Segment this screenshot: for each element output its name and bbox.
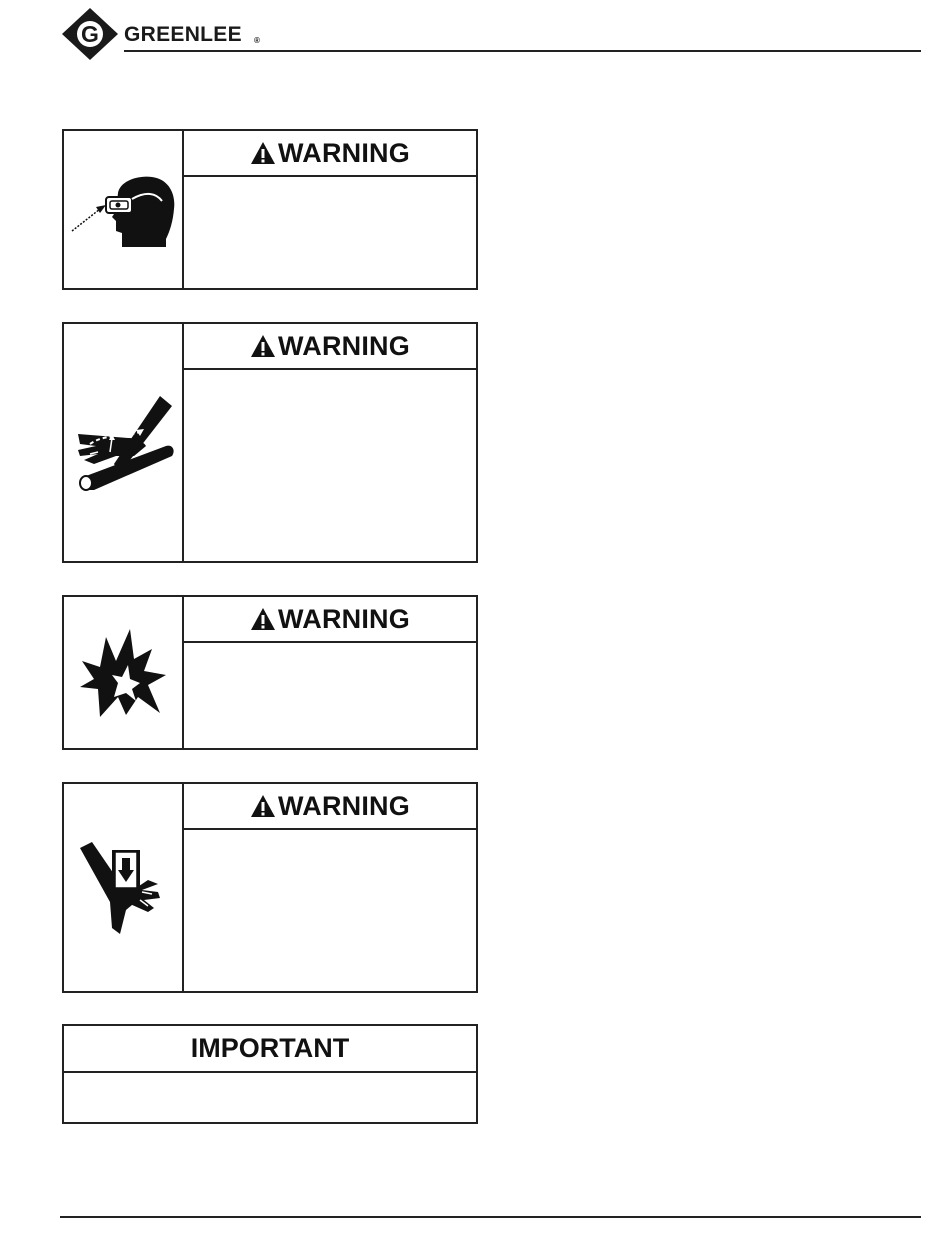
explosion-icon (78, 627, 168, 719)
warning-title: WARNING (278, 330, 410, 361)
warning-header (184, 324, 476, 370)
warning-title: WARNING (278, 790, 410, 821)
warning-box-skin-injection (62, 322, 478, 563)
warning-triangle-icon (250, 794, 276, 818)
warning-triangle-icon (250, 141, 276, 165)
eye-protection-icon (70, 175, 176, 249)
skin-injection-icon (74, 394, 176, 494)
brand-name: GREENLEE (124, 23, 242, 46)
warning-box-eye-protection (62, 129, 478, 290)
warning-title: WARNING (278, 137, 410, 168)
warning-icon-cell (64, 784, 184, 991)
warning-box-explosion (62, 595, 478, 750)
crush-hazard-icon (78, 840, 164, 936)
warning-box-crush-hazard (62, 782, 478, 993)
warning-icon-cell (64, 597, 184, 748)
footer-rule (60, 1216, 921, 1218)
warning-triangle-icon (250, 607, 276, 631)
important-box (62, 1024, 478, 1124)
warning-title: WARNING (278, 603, 410, 634)
header-rule (124, 50, 921, 52)
warning-icon-cell (64, 324, 184, 561)
registered-mark: ® (254, 36, 260, 45)
warning-header (184, 784, 476, 830)
important-title: IMPORTANT (190, 1033, 350, 1063)
warning-triangle-icon (250, 334, 276, 358)
greenlee-logo (60, 7, 120, 61)
warning-header (184, 131, 476, 177)
warning-icon-cell (64, 131, 184, 288)
important-header (64, 1026, 476, 1073)
logo-letter: G (81, 21, 99, 47)
warning-header (184, 597, 476, 643)
